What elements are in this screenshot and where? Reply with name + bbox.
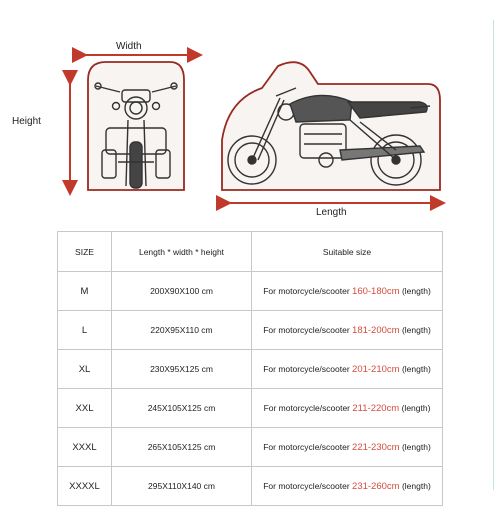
suitable-prefix: For motorcycle/scooter <box>263 441 350 452</box>
suitable-suffix: (length) <box>401 480 431 491</box>
size-cell: XL <box>58 350 112 389</box>
suitable-suffix: (length) <box>401 324 431 335</box>
suitable-cell <box>252 389 443 428</box>
length-range: 160-180cm <box>352 285 400 297</box>
width-label: Width <box>116 41 142 52</box>
side-cover-outline <box>222 62 440 190</box>
suitable-cell <box>252 350 443 389</box>
length-range: 221-230cm <box>352 441 400 453</box>
header-suitable: Suitable size <box>252 232 443 272</box>
dims-cell: 245X105X125 cm <box>112 389 252 428</box>
size-cell: XXL <box>58 389 112 428</box>
length-label: Length <box>316 207 347 218</box>
dims-cell: 230X95X125 cm <box>112 350 252 389</box>
suitable-cell <box>252 428 443 467</box>
suitable-prefix: For motorcycle/scooter <box>263 402 351 413</box>
suitable-prefix: For motorcycle/scooter <box>263 363 350 374</box>
table-row <box>58 428 443 467</box>
height-label: Height <box>12 116 41 127</box>
table-row <box>58 350 443 389</box>
dims-cell: 220X95X110 cm <box>112 311 252 350</box>
suitable-cell <box>252 311 443 350</box>
suitable-suffix: (length) <box>401 285 431 296</box>
dims-cell: 200X90X100 cm <box>112 272 252 311</box>
dims-cell: 265X105X125 cm <box>112 428 252 467</box>
suitable-prefix: For motorcycle/scooter <box>263 324 350 335</box>
motorcycle-illustrations <box>0 0 500 230</box>
suitable-cell <box>252 272 443 311</box>
size-chart-table <box>57 231 443 506</box>
size-cell: M <box>58 272 112 311</box>
length-range: 201-210cm <box>352 363 400 375</box>
dims-cell: 295X110X140 cm <box>112 467 252 506</box>
length-range: 211-220cm <box>352 402 400 414</box>
table-row <box>58 272 443 311</box>
dimension-diagram <box>0 0 500 230</box>
size-cell: XXXXL <box>58 467 112 506</box>
size-cell: XXXL <box>58 428 112 467</box>
header-size: SIZE <box>58 232 112 272</box>
suitable-suffix: (length) <box>401 402 431 413</box>
suitable-suffix: (length) <box>401 363 431 374</box>
suitable-suffix: (length) <box>401 441 431 452</box>
suitable-prefix: For motorcycle/scooter <box>263 285 350 296</box>
length-range: 181-200cm <box>352 324 400 336</box>
table-row <box>58 311 443 350</box>
header-dimensions: Length * width * height <box>112 232 252 272</box>
length-range: 231-260cm <box>352 480 400 492</box>
table-header-row <box>58 232 443 272</box>
suitable-prefix: For motorcycle/scooter <box>263 480 350 491</box>
table-row <box>58 389 443 428</box>
size-cell: L <box>58 311 112 350</box>
